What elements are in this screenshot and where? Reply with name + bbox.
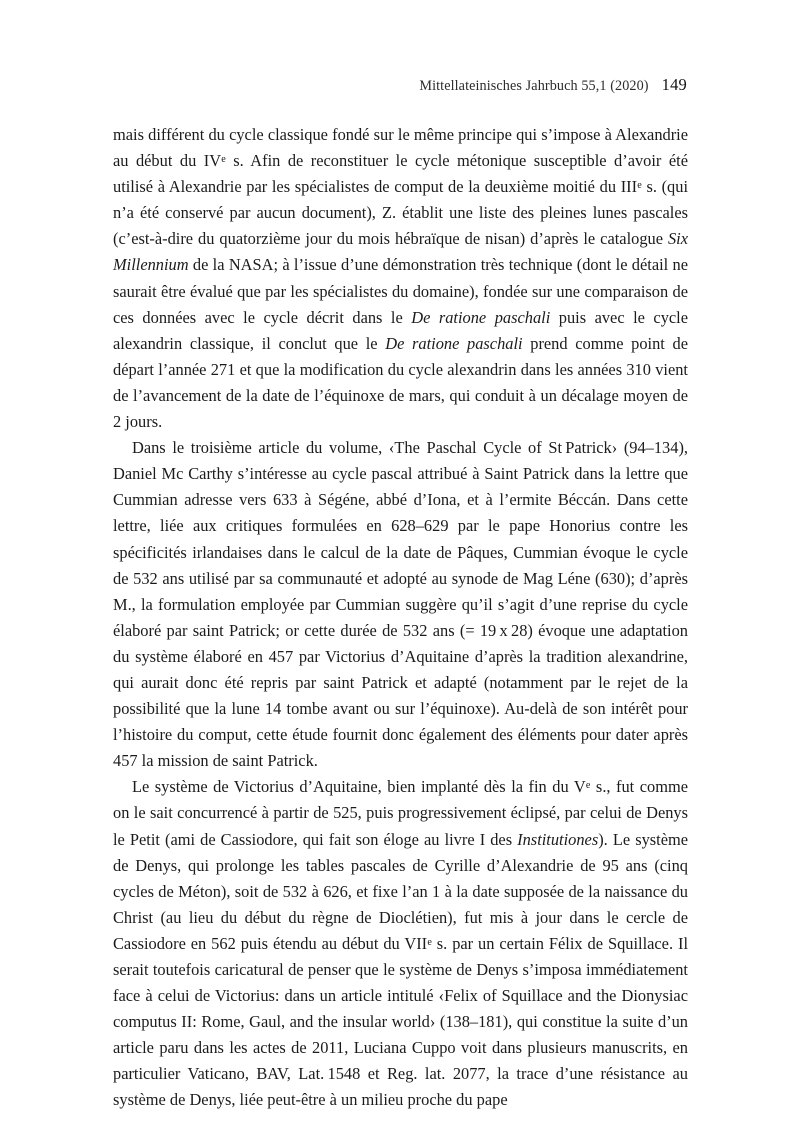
running-head-journal-title: Mittellateinisches Jahrbuch 55,1 (2020): [419, 78, 649, 94]
paragraph-para-zelzer-cycle: mais différent du cycle classique fondé sur le même principe qui s’impose à Alexandrie au début du IVe s. Afin de reconstituer le cycle métonique susceptible d’avoir été utilisé à Alexandrie par les spécialistes de comput de la deuxième moitié du IIIe s. (qui n’a été conservé par aucun document), Z. établit une liste des pleines lunes pascales (c’est-à-dire du quatorzième jour du mois hébraïque de nisan) d’après le catalogue Six Millennium de la NASA; à l’issue d’une démonstration très technique (dont le détail ne saurait être évalué que par les spécialistes du domaine), fondée sur une comparaison de ces données avec le cycle décrit dans le De ratione paschali puis avec le cycle alexandrin classique, il conclut que le De ratione paschali prend comme point de départ l’année 271 et que la modification du cycle alexandrin dans les années 310 vient de l’avancement de la date de l’équinoxe de mars, qui conduit à un décalage moyen de 2 jours.: [113, 125, 689, 432]
body-text-column: [113, 122, 688, 1114]
ordinal-superscript: e: [637, 179, 642, 191]
running-head: [113, 76, 687, 95]
ordinal-superscript: e: [585, 780, 591, 792]
page-number: 149: [661, 75, 687, 94]
ordinal-superscript: e: [221, 153, 226, 165]
italic-title: De ratione paschali: [385, 333, 523, 353]
italic-title: Six Millennium: [113, 229, 688, 275]
italic-title: Institutiones: [517, 829, 599, 849]
paragraph-para-mccarthy-patrick: Dans le troisième article du volume, ‹The Paschal Cycle of St Patrick› (94–134), Daniel Mc Carthy s’intéresse au cycle pascal attribué à Saint Patrick dans la lettre que Cummian adresse vers 633 à Ségéne, abbé d’Iona, et à l’ermite Béccán. Dans cette lettre, liée aux critiques formulées en 628–629 par le pape Honorius contre les spécificités irlandaises dans le calcul de la date de Pâques, Cummian évoque le cycle de 532 ans utilisé par sa communauté et adopté au synode de Mag Léne (630); d’après M., la formulation employée par Cummian suggère qu’il s’agit d’une reprise du cycle élaboré par saint Patrick; or cette durée de 532 ans (= 19 x 28) évoque une adaptation du système élaboré en 457 par Victorius d’Aquitaine d’après la tradition alexandrine, qui aurait donc été repris par saint Patrick et adapté (notamment par le rejet de la possibilité que la lune 14 tombe avant ou sur l’équinoxe). Au-delà de son intérêt pour l’histoire du comput, cette étude fournit donc également des éléments pour dater après 457 la mission de saint Patrick.: [113, 438, 688, 771]
paragraph-para-victorius-denys: Le système de Victorius d’Aquitaine, bien implanté dès la fin du Ve s., fut comme on le sait concurrencé à partir de 525, puis progressivement éclipsé, par celui de Denys le Petit (ami de Cassiodore, qui fait son éloge au livre I des Institutiones). Le système de Denys, qui prolonge les tables pascales de Cyrille d’Alexandrie de 95 ans (cinq cycles de Méton), soit de 532 à 626, et fixe l’an 1 à la date supposée de la naissance du Christ (au lieu du début du règne de Dioclétien), fut mis à jour dans le cercle de Cassiodore en 562 puis étendu au début du VIIe s. par un certain Félix de Squillace. Il serait toutefois caricatural de penser que le système de Denys s’imposa immédiatement face à celui de Victorius: dans un article intitulé ‹Felix of Squillace and the Dionysiac computus II: Rome, Gaul, and the insular world› (138–181), qui constitue la suite d’un article paru dans les actes de 2011, Luciana Cuppo voit dans plusieurs manuscrits, en particulier Vaticano, BAV, Lat. 1548 et Reg. lat. 2077, la trace d’une résistance au système de Denys, liée peut-être à un milieu proche du pape: [113, 777, 688, 1110]
ordinal-superscript: e: [427, 936, 432, 948]
italic-title: De ratione paschali: [411, 307, 551, 327]
